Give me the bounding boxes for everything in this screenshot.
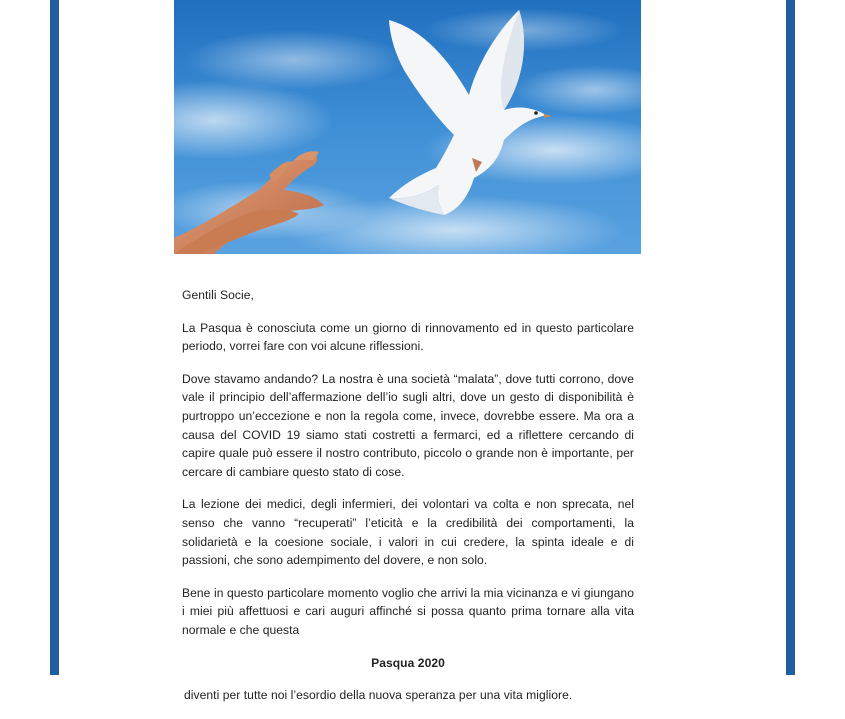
page-border-left: [50, 0, 59, 675]
paragraph-4: Bene in questo particolare momento voglio che arrivi la mia vicinanza e vi giungano i miei più affettuosi e cari auguri affinché si possa quanto prima tornare alla vita normale e che questa: [182, 585, 634, 637]
closing-line: diventi per tutte noi l’esordio della nuova speranza per una vita migliore.: [184, 688, 573, 703]
paragraph-3: La lezione dei medici, degli infermieri, dei volontari va colta e non sprecata, nel senso che vanno “recuperati” l’eticità e la credibilità dei comportamenti, la solidarietà e la coesione sociale, i valori in cui credere, la spinta ideale e di passioni, che sono adempimento del dovere, e non solo.: [182, 497, 634, 568]
hero-image: [174, 0, 641, 254]
paragraph-2: Dove stavamo andando? La nostra è una società “malata”, dove tutti corrono, dove vale il principio dell’affermazione dell’io sugli altri, dove un gesto di disponibilità è purtroppo un’eccezione e non la regola come, invece, dovrebbe essere. Ma ora a causa del COVID 19 siamo stati costretti a fermarci, ed a riflettere cercando di capire quale può essere il nostro contributo, piccolo o grande non è importante, per cercare di cambiare questo stato di cose.: [182, 371, 634, 479]
signoff: Pasqua 2020: [371, 655, 445, 670]
dove-and-hands-illustration: [174, 0, 641, 254]
greeting: Gentili Socie,: [182, 288, 254, 302]
paragraph-1: La Pasqua è conosciuta come un giorno di rinnovamento ed in questo particolare periodo, vorrei fare con voi alcune riflessioni.: [182, 320, 634, 354]
letter-body: [182, 286, 634, 719]
page-border-right: [786, 0, 795, 675]
